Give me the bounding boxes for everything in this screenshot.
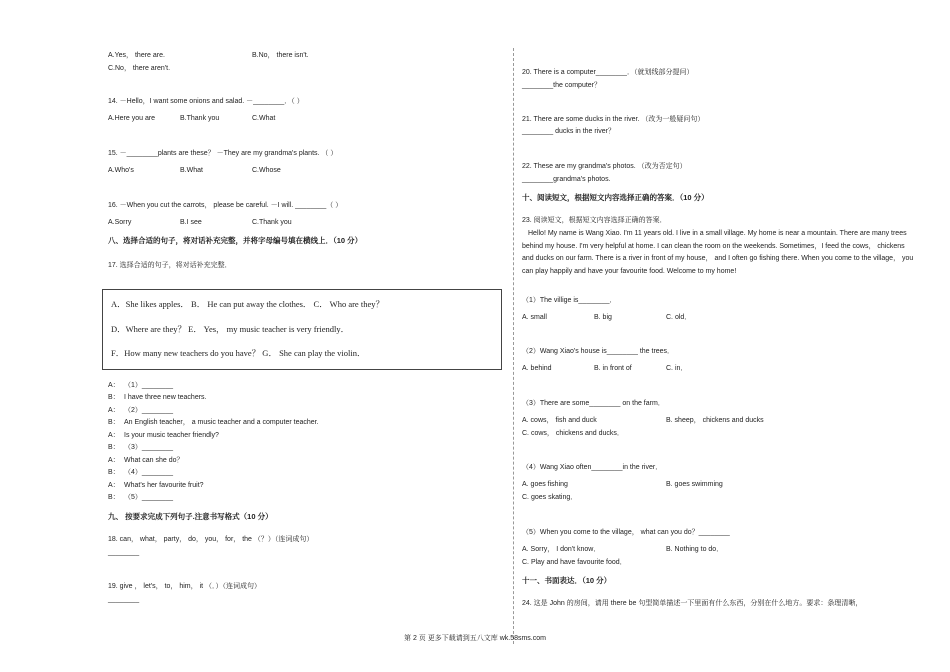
q23-2-stem: （2）Wang Xiao's house is________ the trees． <box>522 348 675 355</box>
q23-2-option-a: A. behind <box>522 365 552 372</box>
q14-stem: 14. －Hello，I want some onions and salad. －________．（ ） <box>108 98 304 105</box>
q16-stem: 16. －When you cut the carrots， please be careful. －I will. ________（ ） <box>108 202 343 209</box>
dialogue-line: What's her favourite fruit? <box>124 482 204 489</box>
q23-5-option-c: C. Play and have favourite food． <box>522 559 627 566</box>
q23-4-option-c: C. goes skating． <box>522 494 578 501</box>
dialogue-speaker: B： <box>108 444 120 451</box>
dialogue-speaker: B： <box>108 419 120 426</box>
q23-3-option-b: B. sheep， chickens and ducks <box>666 417 764 424</box>
q17-stem: 17. 选择合适的句子，将对话补充完整． <box>108 262 232 269</box>
q21-answer[interactable]: ________ ducks in the river？ <box>522 128 615 135</box>
column-divider <box>513 48 514 644</box>
q14-option-b: B.Thank you <box>180 115 220 122</box>
dialogue-speaker: A： <box>108 457 120 464</box>
q18-answer-blank[interactable]: ________ <box>108 549 140 556</box>
q13-option-a: A.Yes， there are. <box>108 52 165 59</box>
page-footer: 第 2 页 更多下载请到五八文库 wk.58sms.com <box>404 635 546 642</box>
section9-heading: 九、 按要求完成下列句子.注意书写格式（10 分） <box>108 512 273 521</box>
dialogue-speaker: B： <box>108 394 120 401</box>
dialogue-speaker: B： <box>108 494 120 501</box>
q22-stem: 22. These are my grandma's photos. （改为否定句） <box>522 163 687 170</box>
q14-option-a: A.Here you are <box>108 115 156 122</box>
dialogue-speaker: A： <box>108 407 120 414</box>
q23-3-option-c: C. cows， chickens and ducks． <box>522 430 624 437</box>
q15-stem: 15. －________plants are these？ －They are my grandma's plants. （ ） <box>108 150 338 157</box>
q23-5-stem: （5）When you come to the village， what can you do？________ <box>522 529 730 536</box>
q23-1-option-a: A. small <box>522 314 547 321</box>
dialogue-line: Is your music teacher friendly? <box>124 432 219 439</box>
dialogue-line: （5）________ <box>124 494 174 501</box>
box-line-3: F．How many new teachers do you have？ G． She can play the violin． <box>111 348 366 358</box>
q15-option-c: C.Whose <box>252 167 281 174</box>
q23-4-stem: （4）Wang Xiao often________in the river． <box>522 464 663 471</box>
q18-stem: 18. can， what， party， do， you， for， the （？）（连词成句） <box>108 536 314 543</box>
q23-4-option-a: A. goes fishing <box>522 481 568 488</box>
q23-1-option-c: C. old． <box>666 314 692 321</box>
q23-5-option-a: A. Sorry， I don't know． <box>522 546 601 553</box>
dialogue-line: An English teacher， a music teacher and a computer teacher. <box>124 419 319 426</box>
reading-passage: Hello! My name is Wang Xiao. I'm 11 years old. I live in a small village. My home is near a mountain. There are many trees behind my house. I'm very helpful at home. I can clean the room on the weekends. Sometimes，I feed the cows， chickens and ducks on our farm. There is a river in front of my house， and I often go fishing there. When you come to the village， you can play happily and have your favourite food. Welcome to my home! <box>522 230 914 275</box>
section11-heading: 十一、书面表达．（10 分） <box>522 576 612 585</box>
q23-3-option-a: A. cows， fish and duck <box>522 417 597 424</box>
q16-option-b: B.I see <box>180 219 202 226</box>
q13-option-c: C.No， there aren't. <box>108 65 171 72</box>
sentence-options-box <box>102 289 502 370</box>
dialogue-line: （3）________ <box>124 444 174 451</box>
q22-answer[interactable]: ________grandma's photos. <box>522 176 611 183</box>
dialogue-speaker: A： <box>108 432 120 439</box>
q20-answer[interactable]: ________the computer？ <box>522 82 601 89</box>
q23-stem: 23. 阅读短文，根据短文内容选择正确的答案． <box>522 217 667 224</box>
q24-stem: 24. 这是 John 的房间，请用 there be 句型简单描述一下里面有什么东西，分别在什么地方。要求：条理清晰， <box>522 600 863 607</box>
dialogue-speaker: A： <box>108 482 120 489</box>
box-line-1: A．She likes apples． B． He can put away the clothes． C． Who are they？ <box>111 299 384 309</box>
q16-option-a: A.Sorry <box>108 219 132 226</box>
q23-3-stem: （3）There are some________ on the farm． <box>522 400 665 407</box>
section10-heading: 十、阅读短文，根据短文内容选择正确的答案．（10 分） <box>522 193 709 202</box>
dialogue-speaker: A： <box>108 382 120 389</box>
q23-2-option-b: B. in front of <box>594 365 632 372</box>
dialogue-line: （1）________ <box>124 382 174 389</box>
q14-option-c: C.What <box>252 115 276 122</box>
q23-1-option-b: B. big <box>594 314 612 321</box>
q19-stem: 19. give ， let's， to， him， it （．）（连词成句） <box>108 583 262 590</box>
q23-5-option-b: B. Nothing to do． <box>666 546 724 553</box>
q23-4-option-b: B. goes swimming <box>666 481 723 488</box>
section8-heading: 八、选择合适的句子，将对话补充完整，并将字母编号填在横线上．（10 分） <box>108 236 363 245</box>
q20-stem: 20. There is a computer________．（就划线部分提问） <box>522 69 694 76</box>
q15-option-b: B.What <box>180 167 203 174</box>
q15-option-a: A.Who's <box>108 167 134 174</box>
q23-1-stem: （1）The villige is________． <box>522 297 617 304</box>
dialogue-speaker: B： <box>108 469 120 476</box>
dialogue-line: （2）________ <box>124 407 174 414</box>
q23-2-option-c: C. in． <box>666 365 688 372</box>
box-line-2: D．Where are they？ E． Yes， my music teacher is very friendly． <box>111 324 350 334</box>
dialogue-line: What can she do？ <box>124 457 184 464</box>
dialogue-line: （4）________ <box>124 469 174 476</box>
q16-option-c: C.Thank you <box>252 219 292 226</box>
dialogue-line: I have three new teachers. <box>124 394 207 401</box>
q21-stem: 21. There are some ducks in the river. （改为一般疑问句） <box>522 116 705 123</box>
q19-answer-blank[interactable]: ________ <box>108 596 140 603</box>
q13-option-b: B.No， there isn't. <box>252 52 309 59</box>
